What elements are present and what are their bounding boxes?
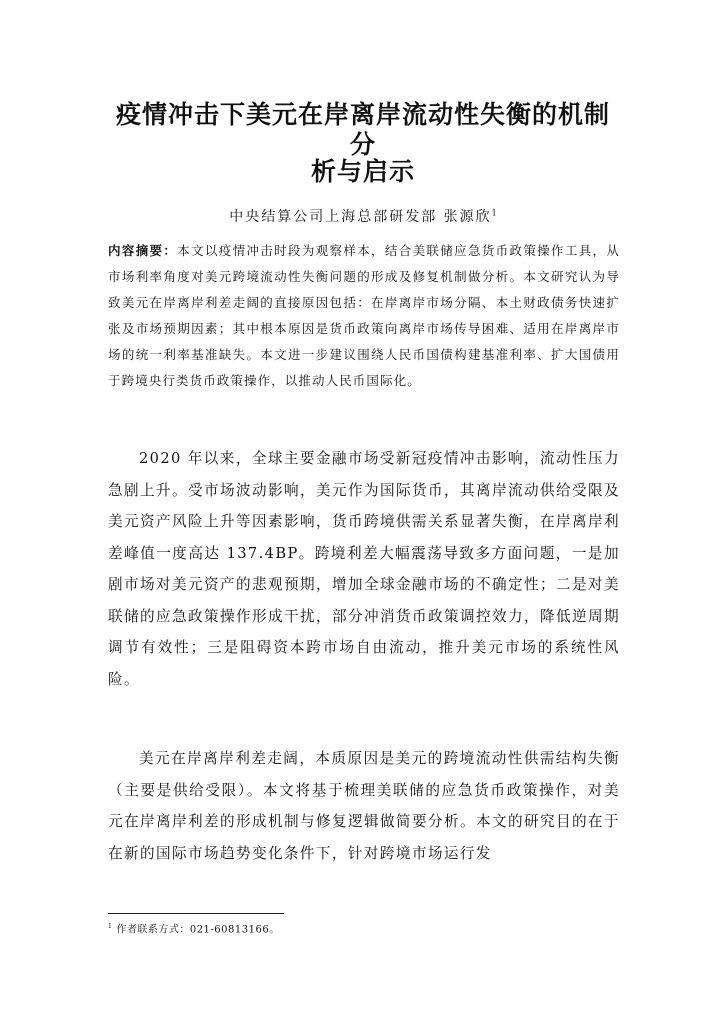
abstract-text: 本文以疫情冲击时段为观察样本，结合美联储应急货币政策操作工具，从市场利率角度对美元跨境流动性失衡问题的形成及修复机制做分析。本文研究认为导致美元在岸离岸利差走阔的直接原因包括：在岸离岸市场分隔、本土财政债务快速扩张及市场预期因素；其中根本原因是货币政策向离岸市场传导困难、适用在岸离岸市场的统一利率基准缺失。本文进一步建议围绕人民币国债构建基准利率、扩大国债用于跨境央行类货币政策操作，以推动人民币国际化。 bbox=[108, 243, 620, 388]
paper-title-line-1: 疫情冲击下美元在岸离岸流动性失衡的机制分 bbox=[115, 100, 610, 159]
abstract-label: 内容摘要： bbox=[108, 243, 178, 258]
paper-title-line-2: 析与启示 bbox=[310, 157, 415, 186]
footnote bbox=[108, 920, 620, 937]
body-paragraph-1: 2020 年以来，全球主要金融市场受新冠疫情冲击影响，流动性压力急剧上升。受市场波动影响，美元作为国际货币，其离岸流动供给受限及美元资产风险上升等因素影响，货币跨境供需关系显著失衡，在岸离岸利差峰值一度高达 137.4BP。跨境利差大幅震荡导致多方面问题，一是加剧市场对美元资产的悲观预期，增加全球金融市场的不确定性；二是对美联储的应急政策操作形成干扰，部分冲消货币政策调控效力，降低逆周期调节有效性；三是阻碍资本跨市场自由流动，推升美元市场的系统性风险。 bbox=[108, 450, 620, 688]
body-paragraph-2: 美元在岸离岸利差走阔，本质原因是美元的跨境流动性供需结构失衡（主要是供给受限）。本文将基于梳理美联储的应急货币政策操作，对美元在岸离岸利差的形成机制与修复逻辑做简要分析。本文的研究目的在于在新的国际市场趋势变化条件下，针对跨境市场运行发 bbox=[108, 750, 620, 862]
footnote-text: 作者联系方式：021-60813166。 bbox=[116, 924, 280, 936]
abstract bbox=[108, 238, 620, 394]
author-footnote-mark: 1 bbox=[491, 208, 497, 218]
footnote-mark: 1 bbox=[108, 923, 113, 930]
footnote-divider bbox=[108, 913, 284, 914]
author-line bbox=[108, 206, 618, 226]
author-name: 中央结算公司上海总部研发部 张源欣 bbox=[229, 209, 492, 225]
